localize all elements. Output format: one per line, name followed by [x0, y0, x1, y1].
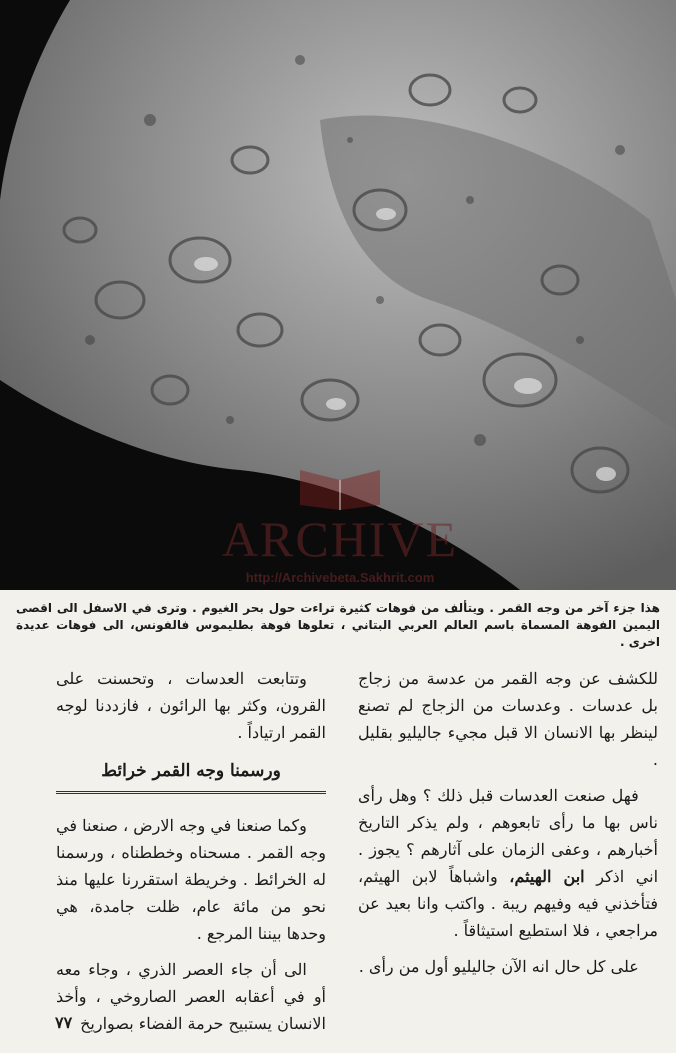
right-paragraph-2-text: فهل صنعت العدسات قبل ذلك ؟ وهل رأى ناس بها ما رأى تابعوهم ، ولم يذكر التاريخ أخبارهم ، وعفى الزمان على آثارهم ؟ يجوز . اني اذكر	[358, 786, 659, 886]
left-column	[56, 665, 326, 1046]
right-column	[358, 665, 658, 989]
page-number: ٧٧	[55, 1013, 73, 1032]
left-paragraph-3: الى أن جاء العصر الذري ، وجاء معه أو في أعقابه العصر الصاروخي ، وأخذ الانسان يستبيح حرمة الفضاء بصواريخ	[56, 960, 326, 1033]
watermark-title: ARCHIVE	[221, 511, 459, 567]
section-subheading: ورسمنا وجه القمر خرائط	[56, 758, 326, 794]
left-paragraph-2: وكما صنعنا في وجه الارض ، صنعنا في وجه القمر . مسحناه وخططناه ، ورسمنا له الخرائط . وخريطة استقررنا عليها منذ نحو من مائة عام، ظلت جامدة، هي وحدها بيننا المرجع .	[56, 816, 326, 943]
photo-caption: هذا جزء آخر من وجه القمر . ويتألف من فوهات كثيرة تراءت حول بحر الغيوم . وترى في الاسفل الى اقصى اليمين الفوهة المسماة باسم العالم العربي البتاني ، تعلوها فوهة بطليموس فالفونس، الى فوهات عديدة اخرى .	[16, 601, 660, 649]
watermark-url: http://Archivebeta.Sakhrit.com	[245, 570, 435, 585]
ibn-al-haytham-name: ابن الهيثم،	[509, 867, 585, 886]
archive-watermark	[190, 440, 490, 590]
right-paragraph-2	[358, 782, 658, 944]
left-paragraph-1: وتتابعت العدسات ، وتحسنت على القرون، وكثر بها الرائون ، فازددنا لوجه القمر ارتياداً .	[56, 669, 326, 742]
right-paragraph-3: على كل حال انه الآن جاليليو أول من رأى .	[358, 957, 639, 976]
book-logo-icon	[295, 450, 385, 510]
right-paragraph-1: للكشف عن وجه القمر من عدسة من زجاج بل عدسات . وعدسات من الزجاج لم تصنع لينظر بها الانسان الا قبل مجيء جاليليو بقليل .	[358, 669, 658, 769]
right-paragraph-2-rest: واشباهاً لابن الهيثم، فتأخذني فيه وفيهم ريبة . واكتب وانا بعيد عن مراجعي ، فلا استطيع استيثاقاً .	[358, 867, 658, 940]
